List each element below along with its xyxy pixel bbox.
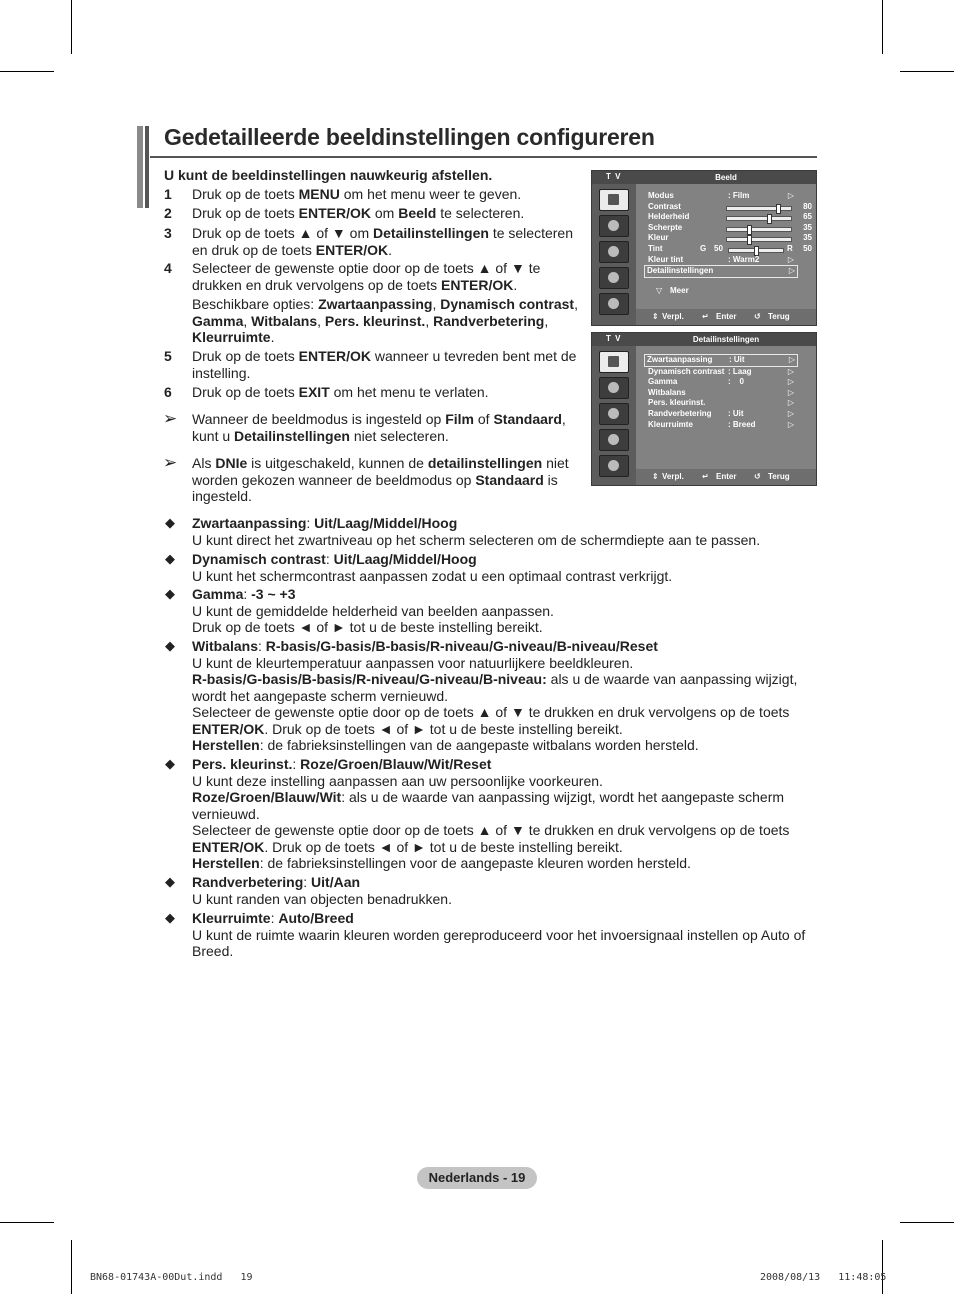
tint-g-value: 50 (714, 243, 723, 253)
row-value: 80 (803, 201, 812, 211)
screen-footer (636, 309, 816, 325)
intro-text: U kunt de beeldinstellingen nauwkeurig afstellen. (164, 167, 493, 183)
page-title: Gedetailleerde beeldinstellingen configureren (164, 124, 655, 150)
row-label: Helderheid (648, 212, 690, 222)
crop-mark (0, 71, 54, 72)
arrow-right-icon: ▷ (787, 366, 794, 376)
step-number: 2 (164, 205, 172, 221)
crop-mark (71, 0, 72, 54)
menu-row-dynamisch-contrast[interactable] (644, 367, 814, 378)
menu-row-zwartaanpassing[interactable] (644, 354, 798, 367)
step-text: Druk op de toets ▲ of ▼ om Detailinstellingen te selecteren en druk op de toets ENTER/OK. (192, 225, 573, 258)
menu-row-helderheid[interactable] (644, 212, 814, 223)
note-arrow-icon: ➢ (163, 453, 178, 472)
imprint-file: BN68-01743A-00Dut.indd 19 (90, 1272, 253, 1283)
step-number: 6 (164, 384, 172, 400)
row-label: Detailinstellingen (647, 266, 714, 276)
note-text: Wanneer de beeldmodus is ingesteld op Film of Standaard, kunt u Detailinstellingen niet selecteren. (192, 411, 566, 444)
option-gamma: Gamma: -3 ~ +3 U kunt de gemiddelde helderheid van beelden aanpassen. Druk op de toets ◄ of ► tot u de beste instelling bereikt. (192, 586, 554, 635)
bullet-diamond-icon: ◆ (165, 638, 175, 653)
setup-icon (599, 267, 629, 289)
sound-icon (599, 215, 629, 237)
tv-label: T V (606, 172, 622, 181)
row-label: Zwartaanpassing (647, 355, 713, 364)
row-label: Pers. kleurinst. (648, 398, 706, 408)
footer-move: Verpl. (662, 312, 684, 321)
input-icon (599, 455, 629, 477)
crop-mark (0, 1222, 54, 1223)
tv-label: T V (606, 334, 622, 343)
row-value: 35 (803, 233, 812, 243)
row-value: : Breed (728, 419, 756, 429)
menu-row-randverbetering[interactable] (644, 409, 814, 420)
arrow-right-icon: ▷ (787, 254, 794, 264)
row-value: 65 (803, 212, 812, 222)
decor-bar (145, 126, 149, 208)
bullet-diamond-icon: ◆ (165, 586, 175, 601)
tint-r-label: R (787, 243, 793, 253)
arrow-right-icon: ▷ (787, 419, 794, 429)
step-text: Druk op de toets ENTER/OK om Beeld te selecteren. (192, 205, 525, 221)
row-value: : Film (728, 191, 750, 200)
tint-r-value: 50 (803, 243, 812, 253)
option-kleurruimte: Kleurruimte: Auto/Breed U kunt de ruimte waarin kleuren worden gereproduceerd voor het invoersignaal instellen op Auto of Breed. (192, 910, 806, 959)
input-icon (599, 293, 629, 315)
menu-row-kleur[interactable] (644, 233, 814, 244)
screen-header-bar (592, 171, 816, 184)
enter-icon: ↵ (702, 312, 709, 321)
screen-menu (644, 191, 814, 296)
screen-sidebar (592, 346, 636, 485)
arrow-right-icon: ▷ (787, 398, 794, 408)
footer-back: Terug (768, 472, 790, 481)
screen-sidebar (592, 184, 636, 325)
row-label: Scherpte (648, 222, 683, 232)
screen-header-bar (592, 333, 816, 346)
page-number-badge: Nederlands - 19 (417, 1167, 537, 1189)
row-label: Kleurruimte (648, 419, 693, 429)
step-number: 3 (164, 225, 172, 241)
note-arrow-icon: ➢ (163, 409, 178, 428)
picture-icon (599, 189, 629, 211)
row-value: : Uit (729, 355, 745, 364)
crop-mark (882, 1240, 883, 1294)
menu-row-gamma[interactable] (644, 377, 814, 388)
crop-mark (900, 1222, 954, 1223)
screen-footer (636, 469, 816, 485)
arrow-right-icon: ▷ (787, 377, 794, 387)
row-label: Dynamisch contrast (648, 366, 725, 376)
menu-row-kleurtint[interactable] (644, 255, 814, 266)
step-text: Druk op de toets EXIT om het menu te verlaten. (192, 384, 489, 400)
footer-enter: Enter (716, 472, 737, 481)
menu-row-pers-kleurinst[interactable] (644, 398, 814, 409)
menu-row-scherpte[interactable] (644, 223, 814, 234)
menu-row-tint[interactable] (644, 244, 814, 255)
updown-icon: ⇕ (652, 312, 659, 321)
enter-icon: ↵ (702, 472, 709, 481)
row-value: : 0 (728, 377, 745, 387)
row-label: Gamma (648, 377, 678, 387)
row-label: Randverbetering (648, 408, 712, 418)
option-randverbetering: Randverbetering: Uit/Aan U kunt randen van objecten benadrukken. (192, 874, 452, 907)
menu-row-contrast[interactable] (644, 202, 814, 213)
option-pers-kleurinst: Pers. kleurinst.: Roze/Groen/Blauw/Wit/Reset U kunt deze instelling aanpassen aan uw persoonlijke voorkeuren. Roze/Groen/Blauw/Wit: als u de waarde van aanpassing wijzigt, wordt het aangepaste scherm vernieuwd. Selecteer de gewenste optie door op de toets ▲ of ▼ te drukken en druk vervolgens op de toets ENTER/OK. Druk op de toets ◄ of ► tot u de beste instelling bereikt. Herstellen: de fabrieksinstellingen voor de aangepaste kleuren worden hersteld. (192, 756, 790, 871)
row-value: : Uit (728, 408, 744, 418)
row-label: Contrast (648, 201, 681, 211)
decor-bar (137, 126, 143, 208)
footer-enter: Enter (716, 312, 737, 321)
crop-mark (71, 1240, 72, 1294)
row-value: : Laag (728, 366, 752, 376)
row-label: Tint (648, 243, 663, 253)
tint-g-label: G (700, 243, 707, 253)
note-text: Als DNIe is uitgeschakeld, kunnen de detailinstellingen niet worden gekozen wanneer de beeldmodus op Standaard is ingesteld. (192, 455, 569, 504)
row-label: Modus (648, 191, 674, 200)
channel-icon (599, 403, 629, 425)
arrow-right-icon: ▷ (787, 191, 794, 200)
updown-icon: ⇕ (652, 472, 659, 481)
menu-row-detailinstellingen[interactable] (644, 265, 798, 278)
slider-track (728, 248, 784, 253)
bullet-diamond-icon: ◆ (165, 515, 175, 530)
screen-menu (644, 354, 814, 430)
step-number: 1 (164, 186, 172, 202)
row-label: Kleur tint (648, 254, 684, 264)
option-witbalans: Witbalans: R-basis/G-basis/B-basis/R-niveau/G-niveau/B-niveau/Reset U kunt de kleurtemperatuur aanpassen voor natuurlijkere beeldkleuren. R-basis/G-basis/B-basis/R-niveau/G-niveau/B-niveau: als u de waarde van aanpassing wijzigt, wordt het aangepaste scherm vernieuwd. Selecteer de gewenste optie door op de toets ▲ of ▼ te drukken en druk vervolgens op de toets ENTER/OK. Druk op de toets ◄ of ► tot u de beste instelling bereikt. Herstellen: de fabrieksinstellingen van de aangepaste witbalans worden hersteld. (192, 638, 798, 753)
arrow-right-icon: ▷ (787, 408, 794, 418)
sound-icon (599, 377, 629, 399)
option-dynamisch-contrast: Dynamisch contrast: Uit/Laag/Middel/Hoog U kunt het schermcontrast aanpassen zodat u een optimaal contrast verkrijgt. (192, 551, 673, 584)
slider-track (726, 206, 792, 211)
slider-track (726, 227, 792, 232)
return-icon: ↺ (754, 472, 761, 481)
row-value: 35 (803, 222, 812, 232)
step-text: Druk op de toets MENU om het menu weer te geven. (192, 186, 522, 202)
menu-row-modus[interactable] (644, 191, 814, 202)
return-icon: ↺ (754, 312, 761, 321)
slider-track (726, 237, 792, 242)
options-text: Beschikbare opties: Zwartaanpassing, Dynamisch contrast, Gamma, Witbalans, Pers. kleurinst., Randverbetering, Kleurruimte. (192, 296, 578, 345)
row-label: Kleur (648, 233, 669, 243)
row-label: Witbalans (648, 387, 686, 397)
step-text: Druk op de toets ENTER/OK wanneer u tevreden bent met de instelling. (192, 348, 577, 381)
bullet-diamond-icon: ◆ (165, 910, 175, 925)
crop-mark (900, 71, 954, 72)
row-value: : Warm2 (728, 254, 760, 264)
row-label: Meer (670, 285, 689, 295)
menu-row-meer[interactable] (644, 286, 814, 297)
menu-row-witbalans[interactable] (644, 388, 814, 399)
arrow-right-icon: ▷ (788, 355, 795, 364)
picture-icon (599, 351, 629, 373)
title-divider (150, 156, 817, 158)
tv-screen-detailinstellingen (591, 332, 817, 486)
imprint-date: 2008/08/13 11:48:05 (760, 1272, 887, 1283)
setup-icon (599, 429, 629, 451)
bullet-diamond-icon: ◆ (165, 756, 175, 771)
arrow-down-icon: ▽ (656, 285, 663, 295)
slider-track (726, 216, 792, 221)
screen-header-title: Detailinstellingen (692, 335, 760, 344)
channel-icon (599, 241, 629, 263)
bullet-diamond-icon: ◆ (165, 874, 175, 889)
step-number: 5 (164, 348, 172, 364)
footer-back: Terug (768, 312, 790, 321)
bullet-diamond-icon: ◆ (165, 551, 175, 566)
option-zwartaanpassing: Zwartaanpassing: Uit/Laag/Middel/Hoog U kunt direct het zwartniveau op het scherm selecteren om de schermdiepte aan te passen. (192, 515, 761, 548)
crop-mark (882, 0, 883, 54)
menu-row-kleurruimte[interactable] (644, 420, 814, 431)
step-number: 4 (164, 260, 172, 276)
arrow-right-icon: ▷ (788, 266, 795, 276)
step-text: Selecteer de gewenste optie door op de toets ▲ of ▼ te drukken en druk vervolgens op de toets ENTER/OK. (192, 260, 541, 293)
tv-screen-beeld (591, 170, 817, 326)
arrow-right-icon: ▷ (787, 387, 794, 397)
footer-move: Verpl. (662, 472, 684, 481)
screen-header-title: Beeld (715, 173, 737, 182)
